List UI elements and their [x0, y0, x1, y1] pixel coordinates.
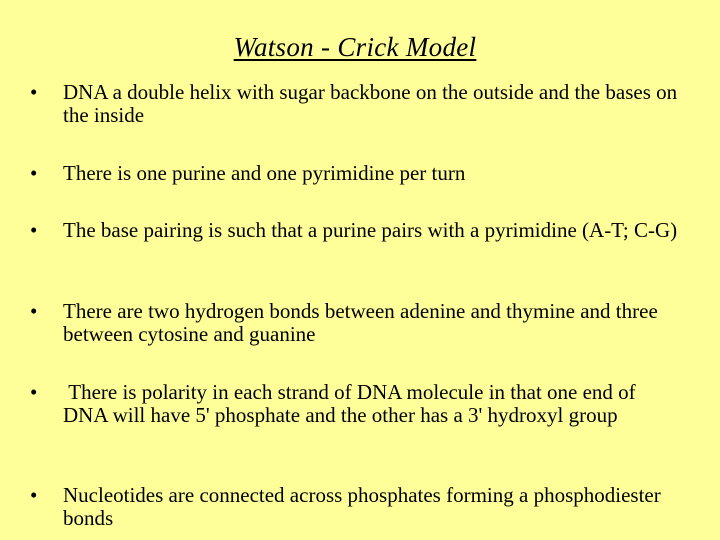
bullet-point-icon: •: [30, 218, 38, 242]
bullet-item: [30, 381, 680, 427]
bullet-text: Nucleotides are connected across phosphates forming a phosphodiester bonds: [63, 483, 661, 530]
bullet-point-icon: •: [30, 483, 38, 507]
bullet-text: The base pairing is such that a purine pairs with a pyrimidine (A-T; C-G): [63, 218, 678, 242]
bullet-item: [30, 81, 680, 127]
bullet-point-icon: •: [30, 161, 38, 185]
slide-title: Watson - Crick Model: [233, 32, 477, 62]
bullet-item: [30, 162, 680, 185]
bullet-text: DNA a double helix with sugar backbone on the outside and the bases on the inside: [63, 80, 678, 127]
bullet-text: There are two hydrogen bonds between adenine and thymine and three between cytosine and guanine: [63, 299, 658, 346]
bullet-item: [30, 219, 680, 242]
bullet-point-icon: •: [30, 380, 38, 404]
bullet-text: There is polarity in each strand of DNA molecule in that one end of DNA will have 5' phosphate and the other has a 3' hydroxyl group: [63, 380, 641, 427]
bullet-item: [30, 300, 680, 346]
bullet-text: There is one purine and one pyrimidine per turn: [63, 161, 466, 185]
bullet-point-icon: •: [30, 80, 38, 104]
bullet-item: [30, 484, 680, 530]
bullet-point-icon: •: [30, 299, 38, 323]
